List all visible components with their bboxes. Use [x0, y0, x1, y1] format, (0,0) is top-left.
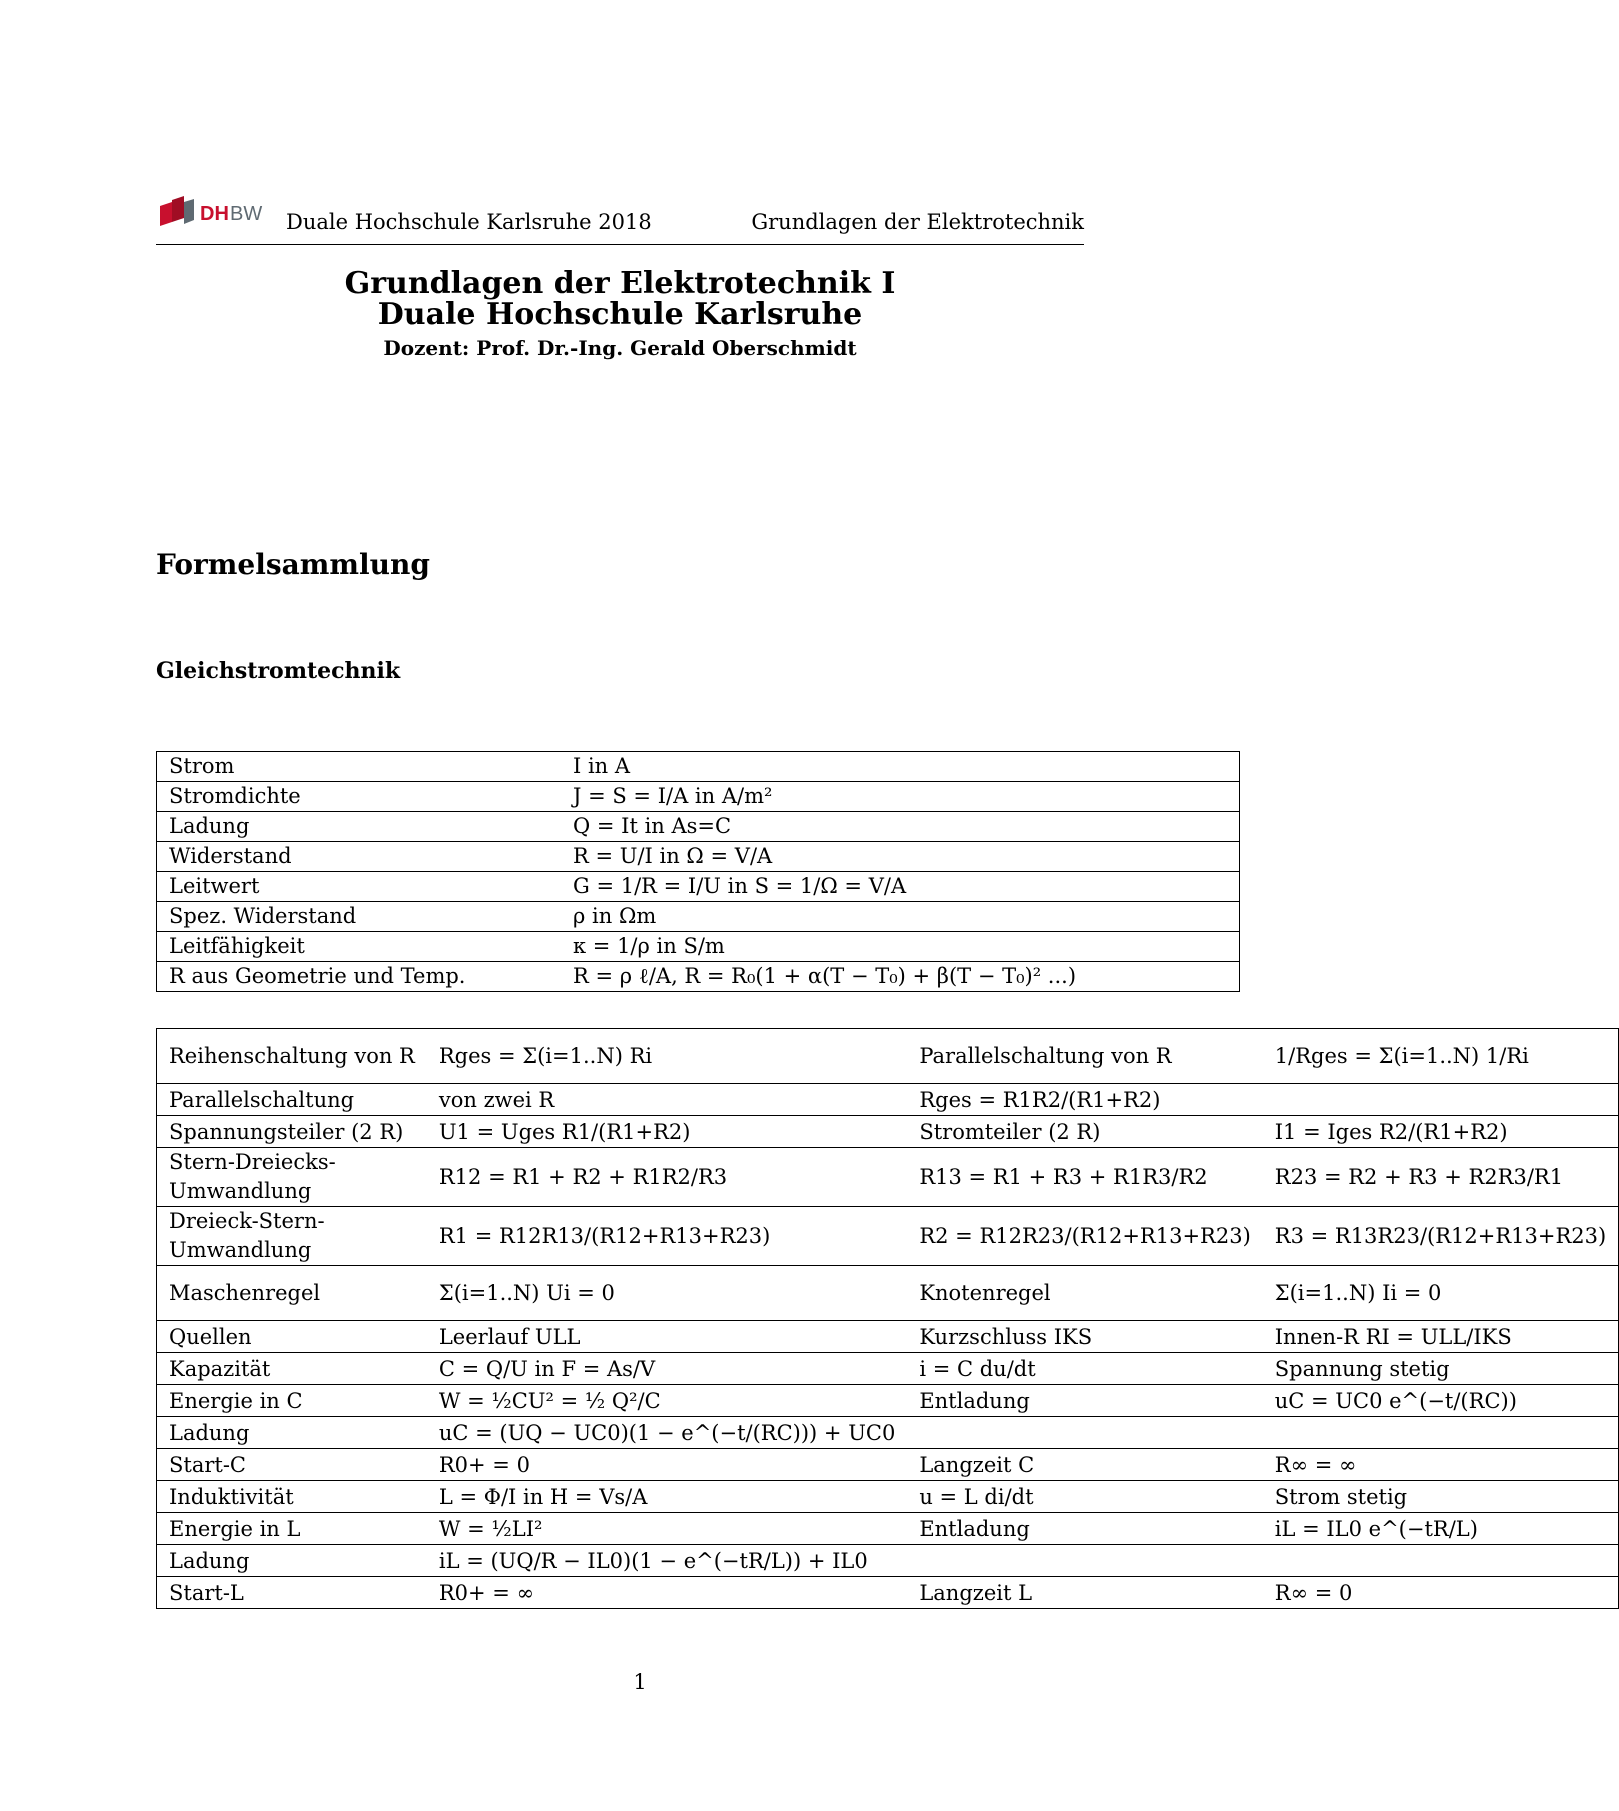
table-cell: R = ρ ℓ/A, R = R₀(1 + α(T − T₀) + β(T − T₀)² ...) — [561, 962, 1240, 992]
table-cell: R23 = R2 + R3 + R2R3/R1 — [1263, 1148, 1619, 1207]
table-cell: Rges = Σ(i=1..N) Ri — [427, 1029, 907, 1084]
table-cell: Kapazität — [157, 1353, 427, 1385]
table-cell: L = Φ/I in H = Vs/A — [427, 1481, 907, 1513]
circuit-formula-row — [157, 1417, 1619, 1449]
basic-formula-row — [157, 962, 1240, 992]
table-cell: Rges = R1R2/(R1+R2) — [907, 1084, 1262, 1116]
table-cell: R0+ = ∞ — [427, 1577, 907, 1609]
table-cell: Widerstand — [157, 842, 562, 872]
basic-formula-row — [157, 872, 1240, 902]
table-cell: Maschenregel — [157, 1266, 427, 1321]
lecturer-line: Dozent: Prof. Dr.-Ing. Gerald Oberschmidt — [383, 336, 857, 360]
table-cell: R∞ = ∞ — [1263, 1449, 1619, 1481]
table-cell: Strom — [157, 752, 562, 782]
table-cell: R2 = R12R23/(R12+R13+R23) — [907, 1207, 1262, 1266]
section-heading: Formelsammlung — [156, 548, 430, 581]
table-cell — [1263, 1545, 1619, 1577]
table-cell: ρ in Ωm — [561, 902, 1240, 932]
table-cell: Parallelschaltung — [157, 1084, 427, 1116]
basic-formula-row — [157, 902, 1240, 932]
basic-formula-row — [157, 842, 1240, 872]
table-cell — [1263, 1417, 1619, 1449]
circuit-formula-row — [157, 1577, 1619, 1609]
table-cell: Entladung — [907, 1385, 1262, 1417]
table-cell — [907, 1417, 1262, 1449]
basic-formula-row — [157, 752, 1240, 782]
table-cell — [1263, 1084, 1619, 1116]
table-cell: Leerlauf ULL — [427, 1321, 907, 1353]
header-left-text: Duale Hochschule Karlsruhe 2018 — [286, 210, 652, 234]
table-cell: u = L di/dt — [907, 1481, 1262, 1513]
table-cell: C = Q/U in F = As/V — [427, 1353, 907, 1385]
basic-formula-table — [156, 751, 1240, 992]
table-cell: Spez. Widerstand — [157, 902, 562, 932]
table-cell: Strom stetig — [1263, 1481, 1619, 1513]
circuit-formula-row — [157, 1084, 1619, 1116]
table-cell: Ladung — [157, 1417, 427, 1449]
circuit-formula-row — [157, 1353, 1619, 1385]
table-cell: iL = (UQ/R − IL0)(1 − e^(−tR/L)) + IL0 — [427, 1545, 907, 1577]
table-cell: R = U/I in Ω = V/A — [561, 842, 1240, 872]
table-cell: i = C du/dt — [907, 1353, 1262, 1385]
table-cell: Knotenregel — [907, 1266, 1262, 1321]
circuit-formula-row — [157, 1116, 1619, 1148]
table-cell: Q = It in As=C — [561, 812, 1240, 842]
table-cell: Kurzschluss IKS — [907, 1321, 1262, 1353]
basic-formula-row — [157, 932, 1240, 962]
table-cell: G = 1/R = I/U in S = 1/Ω = V/A — [561, 872, 1240, 902]
table-cell: Energie in C — [157, 1385, 427, 1417]
table-cell: J = S = I/A in A/m² — [561, 782, 1240, 812]
table-cell: R0+ = 0 — [427, 1449, 907, 1481]
basic-formula-row — [157, 812, 1240, 842]
basic-formula-row — [157, 782, 1240, 812]
circuit-formula-row — [157, 1321, 1619, 1353]
circuit-formula-row — [157, 1513, 1619, 1545]
table-cell: Reihenschaltung von R — [157, 1029, 427, 1084]
header-right-text: Grundlagen der Elektrotechnik — [751, 210, 1084, 234]
table-cell: Spannungsteiler (2 R) — [157, 1116, 427, 1148]
table-cell — [907, 1545, 1262, 1577]
table-cell: Innen-R RI = ULL/IKS — [1263, 1321, 1619, 1353]
table-cell: I in A — [561, 752, 1240, 782]
circuit-formula-row — [157, 1545, 1619, 1577]
table-cell: Quellen — [157, 1321, 427, 1353]
title-line-2: Duale Hochschule Karlsruhe — [377, 297, 863, 332]
circuit-formula-row — [157, 1029, 1619, 1084]
table-cell: U1 = Uges R1/(R1+R2) — [427, 1116, 907, 1148]
table-cell: Leitwert — [157, 872, 562, 902]
svg-text:BW: BW — [230, 203, 263, 225]
table-cell: uC = (UQ − UC0)(1 − e^(−t/(RC))) + UC0 — [427, 1417, 907, 1449]
page-header — [156, 196, 1084, 245]
title-block — [156, 268, 1084, 360]
page-number: 1 — [633, 1670, 647, 1694]
table-cell: W = ½LI² — [427, 1513, 907, 1545]
table-cell: R1 = R12R13/(R12+R13+R23) — [427, 1207, 907, 1266]
dhbw-logo — [158, 196, 276, 236]
table-cell: I1 = Iges R2/(R1+R2) — [1263, 1116, 1619, 1148]
table-cell: R12 = R1 + R2 + R1R2/R3 — [427, 1148, 907, 1207]
table-cell: Parallelschaltung von R — [907, 1029, 1262, 1084]
table-cell: 1/Rges = Σ(i=1..N) 1/Ri — [1263, 1029, 1619, 1084]
table-cell: Dreieck-Stern-Umwandlung — [157, 1207, 427, 1266]
table-cell: Induktivität — [157, 1481, 427, 1513]
table-cell: Ladung — [157, 812, 562, 842]
table-cell: iL = IL0 e^(−tR/L) — [1263, 1513, 1619, 1545]
table-cell: κ = 1/ρ in S/m — [561, 932, 1240, 962]
svg-text:DH: DH — [200, 203, 229, 225]
circuit-formula-row — [157, 1148, 1619, 1207]
circuit-formula-row — [157, 1266, 1619, 1321]
table-cell: W = ½CU² = ½ Q²/C — [427, 1385, 907, 1417]
table-cell: Σ(i=1..N) Ii = 0 — [1263, 1266, 1619, 1321]
table-cell: R aus Geometrie und Temp. — [157, 962, 562, 992]
circuit-formula-row — [157, 1385, 1619, 1417]
circuit-formula-row — [157, 1207, 1619, 1266]
table-cell: Stromdichte — [157, 782, 562, 812]
title-line-1: Grundlagen der Elektrotechnik I — [344, 266, 896, 301]
table-cell: Langzeit C — [907, 1449, 1262, 1481]
table-cell: Start-C — [157, 1449, 427, 1481]
circuit-formula-row — [157, 1481, 1619, 1513]
table-cell: Σ(i=1..N) Ui = 0 — [427, 1266, 907, 1321]
circuit-formula-row — [157, 1449, 1619, 1481]
table-cell: Leitfähigkeit — [157, 932, 562, 962]
table-cell: Ladung — [157, 1545, 427, 1577]
table-cell: Spannung stetig — [1263, 1353, 1619, 1385]
table-cell: Stern-Dreiecks-Umwandlung — [157, 1148, 427, 1207]
table-cell: Energie in L — [157, 1513, 427, 1545]
circuit-formula-table — [156, 1028, 1619, 1609]
table-cell: von zwei R — [427, 1084, 907, 1116]
table-cell: R13 = R1 + R3 + R1R3/R2 — [907, 1148, 1262, 1207]
table-cell: uC = UC0 e^(−t/(RC)) — [1263, 1385, 1619, 1417]
subsection-heading: Gleichstromtechnik — [156, 658, 401, 684]
table-cell: Entladung — [907, 1513, 1262, 1545]
table-cell: Start-L — [157, 1577, 427, 1609]
table-cell: R∞ = 0 — [1263, 1577, 1619, 1609]
table-cell: Stromteiler (2 R) — [907, 1116, 1262, 1148]
table-cell: Langzeit L — [907, 1577, 1262, 1609]
table-cell: R3 = R13R23/(R12+R13+R23) — [1263, 1207, 1619, 1266]
